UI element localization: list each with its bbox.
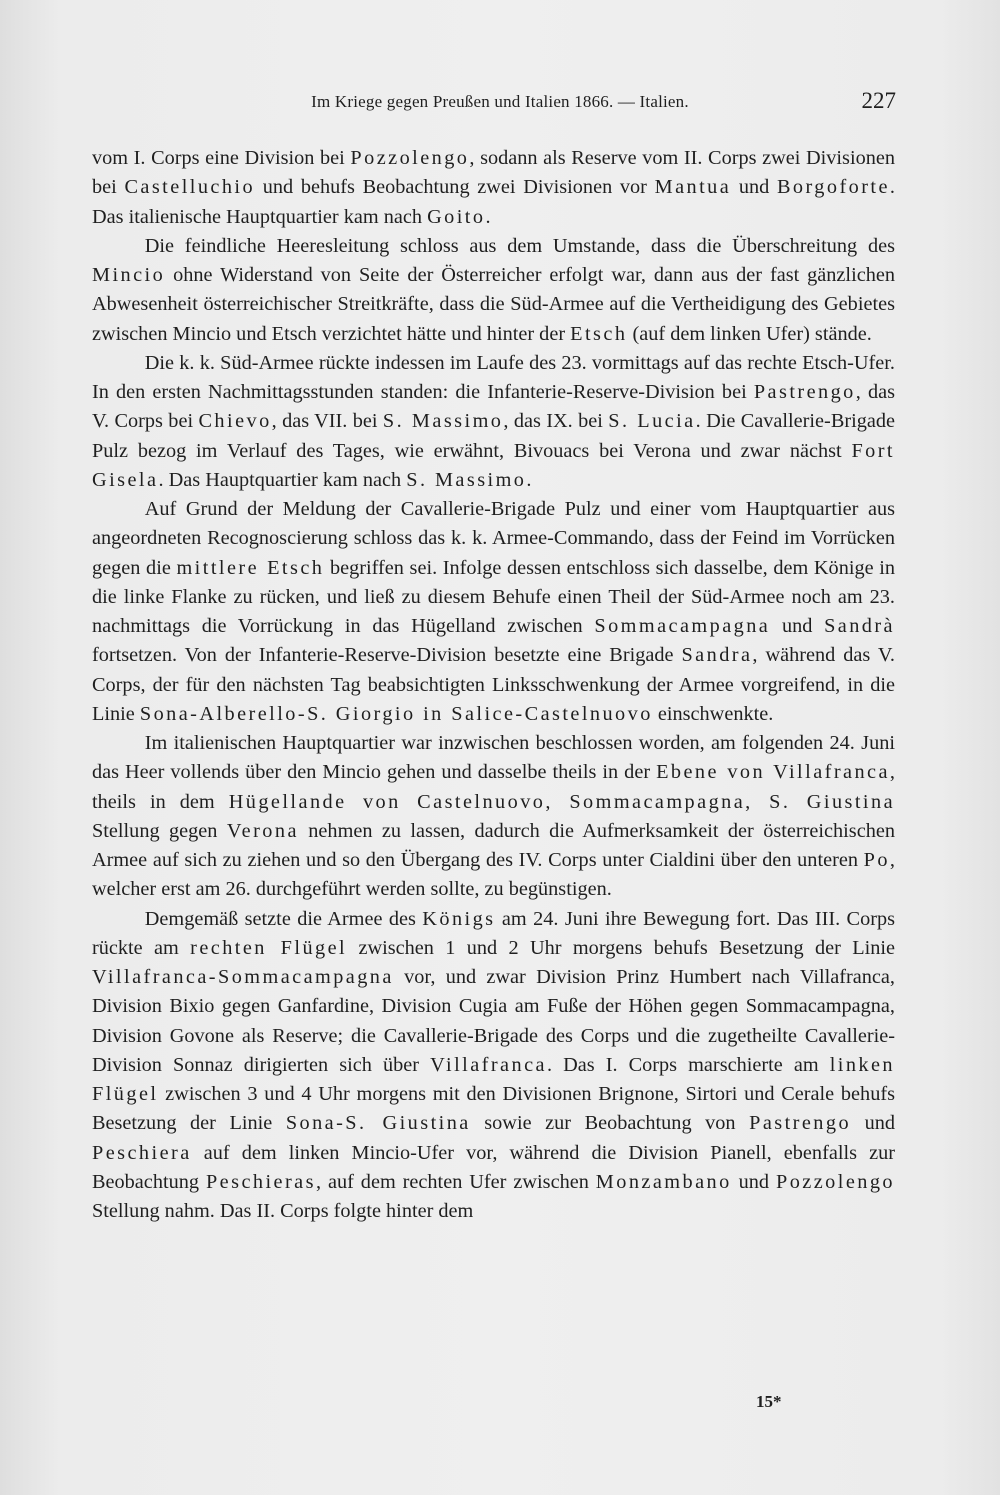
text-run: fortsetzen. Von der Infanterie-Reserve-Division besetzte eine Brigade [92,644,682,667]
spaced-place-name: Mantua [654,176,732,199]
page-number: 227 [861,88,896,113]
text-run: begriffen sei. Infolge dessen entschloss sich dasselbe, dem Könige in die linke Flanke zu rücken, und ließ zu diesem Behufe einen Theil der Süd-Armee noch am 23. nachmittags die Vorrückung in das Hügelland zwischen [92,556,896,637]
text-run: vor, und zwar Division Prinz Humbert nach Villafranca, Division Bixio gegen Ganfardine, Division Cugia am Fuße der Höhen gegen Sommacampagna, Division Govone als Reserve; die Cavallerie-Brigade des Corps und die zugetheilte Cavallerie-Division Sonnaz dirigierten sich über [92,966,895,1076]
paragraph [92,144,895,232]
text-run: und [731,176,777,199]
text-run: auf dem linken Mincio-Ufer vor, während die Division Pianell, ebenfalls zur Beobachtung [92,1141,895,1193]
spaced-place-name: S. Massimo [382,410,504,433]
text-run: . Das italienische Hauptquartier kam nach [92,176,895,228]
text-run: , das IX. bei [503,410,609,433]
spaced-place-name: linken Flügel [92,1053,895,1105]
paragraph [92,905,895,1227]
spaced-place-name: Pozzolengo [350,147,470,169]
text-run: und behufs Beobachtung zwei Divisionen vor [255,176,655,199]
text-run: . Das I. Corps marschierte am [546,1053,830,1076]
paragraph [92,495,895,729]
text-run: , theils in dem [92,761,895,813]
text-run: am 24. Juni ihre Bewegung fort. Das III. Corps rückte am [92,907,896,959]
spaced-place-name: Fort Gisela [92,439,895,491]
spaced-place-name: Monzambano [595,1170,732,1193]
text-run: , welcher erst am 26. durchgeführt werden sollte, zu begünstigen. [92,849,895,901]
text-run: und [731,1170,777,1193]
signature-mark: 15* [756,1392,782,1411]
spaced-place-name: Pastrengo [753,381,856,403]
text-run: Im italienischen Hauptquartier war inzwischen beschlossen worden, am folgenden 24. Juni das Heer vollends über den Mincio gehen und dasselbe theils in der [92,732,895,784]
running-title: Im Kriege gegen Preußen und Italien 1866. — Italien. [311,92,689,111]
spaced-place-name: Peschieras [205,1170,316,1193]
spaced-place-name: Königs [422,907,496,930]
spaced-place-name: Peschiera [92,1141,192,1164]
text-run: und [770,615,825,637]
text-run: , sodann als Reserve vom II. Corps zwei Divisionen bei [92,147,895,199]
text-run: zwischen 1 und 2 Uhr morgens behufs Besetzung der Linie [347,936,896,959]
text-run: Stellung gegen [92,819,227,842]
spaced-place-name: mittlere Etsch [176,556,325,579]
spaced-place-name: Sandra [681,644,753,667]
text-run: ohne Widerstand von Seite der Österreicher erfolgt war, dann aus der fast gänzlichen Abwesenheit österreichischer Streitkräfte, dass die Süd-Armee auf die Vertheidigung des Gebietes zwischen Mincio und Etsch verzichtet hätte und hinter der [92,264,895,345]
running-head [0,88,1000,118]
spaced-place-name: Ebene von Villafranca [656,761,890,784]
text-run: sowie zur Beobachtung von [470,1112,750,1135]
paragraph [92,729,895,905]
spaced-place-name: Sandrà [824,615,895,637]
text-run: , auf dem rechten Ufer zwischen [315,1170,596,1193]
spaced-place-name: rechten Flügel [190,936,348,959]
paragraph [92,349,895,495]
text-run: zwischen 3 und 4 Uhr morgens mit den Divisionen Brignone, Sirtori und Cerale behufs Besetzung der Linie [92,1083,895,1135]
text-run: . Das Hauptquartier kam nach [158,468,407,491]
spaced-place-name: Goito [427,205,486,228]
text-run: . [526,468,532,491]
spaced-place-name: S. Massimo [406,468,527,491]
spaced-place-name: Mincio [92,264,166,286]
spaced-place-name: Borgoforte [776,176,890,199]
spaced-place-name: S. Lucia [608,410,696,433]
text-run: vom I. Corps eine Division bei [92,147,351,169]
text-run: (auf dem linken Ufer) stände. [627,322,872,345]
spaced-place-name: Sommacampagna [594,615,771,637]
text-run: . Die Cavallerie-Brigade Pulz bezog im Verlauf des Tages, wie erwähnt, Bivouacs bei Verona und zwar nächst [92,410,896,462]
text-run: Auf Grund der Meldung der Cavallerie-Brigade Pulz und einer vom Hauptquartier aus angeordneten Recognoscierung schloss das k. k. Armee-Commando, dass der Feind im Vorrücken gegen die [92,498,895,579]
text-run: Die feindliche Heeresleitung schloss aus dem Umstande, dass die Überschreitung des [144,234,895,257]
spaced-place-name: Pastrengo [749,1112,852,1135]
spaced-place-name: Etsch [570,322,628,345]
spaced-place-name: Sona-S. Giustina [285,1112,471,1135]
spaced-place-name: Po [863,849,890,871]
text-run: Die k. k. Süd-Armee rückte indessen im Laufe des 23. vormittags auf das rechte Etsch-Ufer. In den ersten Nachmittagsstunden standen: die Infanterie-Reserve-Division bei [92,351,895,403]
spaced-place-name: Sona-Alberello-S. Giorgio in Salice-Castelnuovo [139,702,653,725]
text-run: Demgemäß setzte die Armee des [144,907,423,930]
body-text [92,144,895,1226]
text-run: und [851,1112,895,1135]
paragraph [92,232,895,349]
spaced-place-name: Villafranca-Sommacampagna [92,966,394,988]
spaced-place-name: Castelluchio [124,176,256,199]
text-run: , während das V. Corps, der für den nächsten Tag beabsichtigten Linksschwenkung der Armee vorgreifend, in die Linie [92,644,895,725]
text-run: nehmen zu lassen, dadurch die Aufmerksamkeit der österreichischen Armee auf sich zu ziehen und so den Übergang des IV. Corps unter Cialdini über den unteren [92,819,895,871]
text-run: Stellung nahm. Das II. Corps folgte hinter dem [92,1200,474,1222]
spaced-place-name: Verona [226,819,299,842]
text-run: einschwenkte. [652,702,774,725]
spaced-place-name: Hügellande von Castelnuovo, Sommacampagna, S. Giustina [228,790,896,813]
text-run: . [485,205,491,228]
spaced-place-name: Chievo [198,410,272,433]
spaced-place-name: Pozzolengo [776,1170,895,1193]
text-run: , das VII. bei [271,410,383,433]
text-run: , das V. Corps bei [92,381,895,433]
spaced-place-name: Villafranca [430,1053,547,1076]
